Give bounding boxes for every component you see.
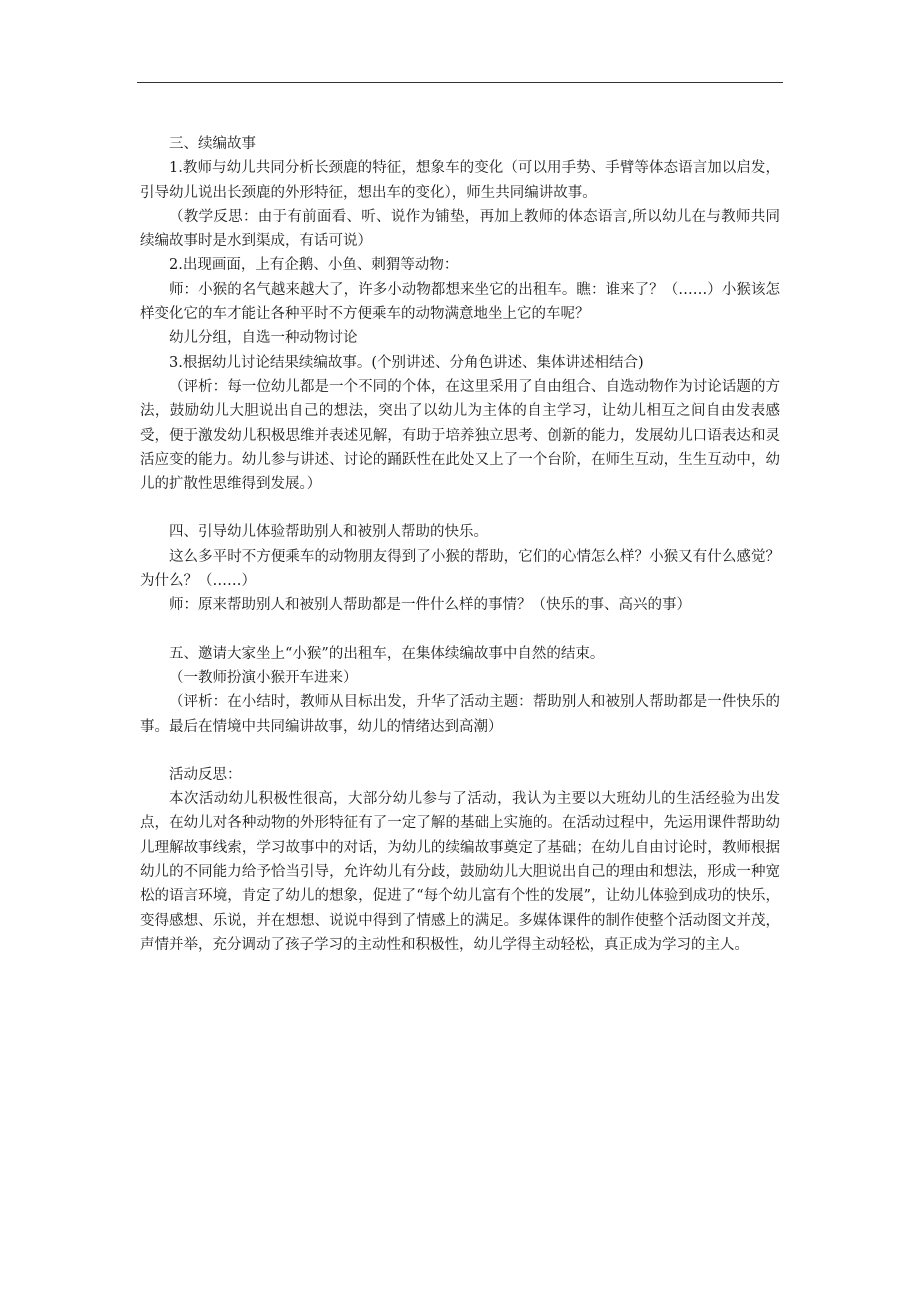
- section-5-paragraph-1: （一教师扮演小猴开车进来）: [169, 669, 358, 686]
- section-5-heading: 五、邀请大家坐上“小猴”的出租车，在集体续编故事中自然的结束。: [169, 645, 605, 662]
- spacer: [140, 618, 780, 642]
- section-3-paragraph-1: 1.教师与幼儿共同分析长颈鹿的特征，想象车的变化（可以用手势、手臂等体态语言加以启发，引导幼儿说出长颈鹿的外形特征，想出车的变化），师生共同编讲故事。: [140, 160, 780, 201]
- section-3-teacher-dialogue: 师：小猴的名气越来越大了，许多小动物都想来坐它的出租车。瞧：谁来了？（……）小猴该怎样变化它的车才能让各种平时不方便乘车的动物满意地坐上它的车呢？: [140, 281, 780, 323]
- spacer: [140, 739, 780, 763]
- header-rule: [137, 82, 783, 83]
- reflection-body: 本次活动幼儿积极性很高，大部分幼儿参与了活动，我认为主要以大班幼儿的生活经验为出发点，在幼儿对各种动物的外形特征有了一定了解的基础上实施的。在活动过程中，先运用课件帮助幼儿理解故事线索，学习故事中的对话，为幼儿的续编故事奠定了基础；在幼儿自由讨论时，教师根据幼儿的不同能力给予恰当引导，允许幼儿有分歧，鼓励幼儿大胆说出自己的理由和想法，形成一种宽松的语言环境，肯定了幼儿的想象，促进了“每个幼儿富有个性的发展”，让幼儿体验到成功的快乐，变得感想、乐说，并在想想、说说中得到了情感上的满足。多媒体课件的制作使整个活动图文并茂，声情并举，充分调动了孩子学习的主动性和积极性，幼儿学得主动轻松，真正成为学习的主人。: [140, 791, 780, 953]
- section-4-heading: 四、引导幼儿体验帮助别人和被别人帮助的快乐。: [169, 524, 488, 541]
- section-3-reflection-note: （教学反思：由于有前面看、听、说作为铺垫，再加上教师的体态语言,所以幼儿在与教师共同续编故事时是水到渠成，有话可说）: [140, 208, 780, 250]
- section-4-paragraph-2: 师：原来帮助别人和被别人帮助都是一件什么样的事情？（快乐的事、高兴的事）: [169, 597, 691, 614]
- section-3-paragraph-2: 2.出现画面，上有企鹅、小鱼、刺猬等动物：: [169, 257, 459, 274]
- section-3-heading: 三、续编故事: [169, 136, 256, 152]
- section-4-paragraph-1: 这么多平时不方便乘车的动物朋友得到了小猴的帮助，它们的心情怎么样？小猴又有什么感觉？为什么？（……）: [140, 548, 780, 590]
- spacer: [140, 496, 780, 520]
- section-5-commentary: （评析：在小结时，教师从目标出发，升华了活动主题：帮助别人和被别人帮助都是一件快乐的事。最后在情境中共同编讲故事，幼儿的情绪达到高潮）: [140, 694, 780, 735]
- document-body: [140, 132, 780, 957]
- section-3-paragraph-3: 3.根据幼儿讨论结果续编故事。(个别讲述、分角色讲述、集体讲述相结合): [169, 354, 644, 371]
- section-3-commentary: （评析：每一位幼儿都是一个不同的个体，在这里采用了自由组合、自选动物作为讨论话题的方法，鼓励幼儿大胆说出自己的想法，突出了以幼儿为主体的自主学习，让幼儿相互之间自由发表感受，便于激发幼儿积极思维并表述见解，有助于培养独立思考、创新的能力，发展幼儿口语表达和灵活应变的能力。幼儿参与讲述、讨论的踊跃性在此处又上了一个台阶，在师生互动，生生互动中，幼儿的扩散性思维得到发展。）: [140, 378, 780, 493]
- section-3-group-discussion: 幼儿分组，自选一种动物讨论: [169, 330, 358, 347]
- reflection-heading: 活动反思：: [169, 766, 242, 783]
